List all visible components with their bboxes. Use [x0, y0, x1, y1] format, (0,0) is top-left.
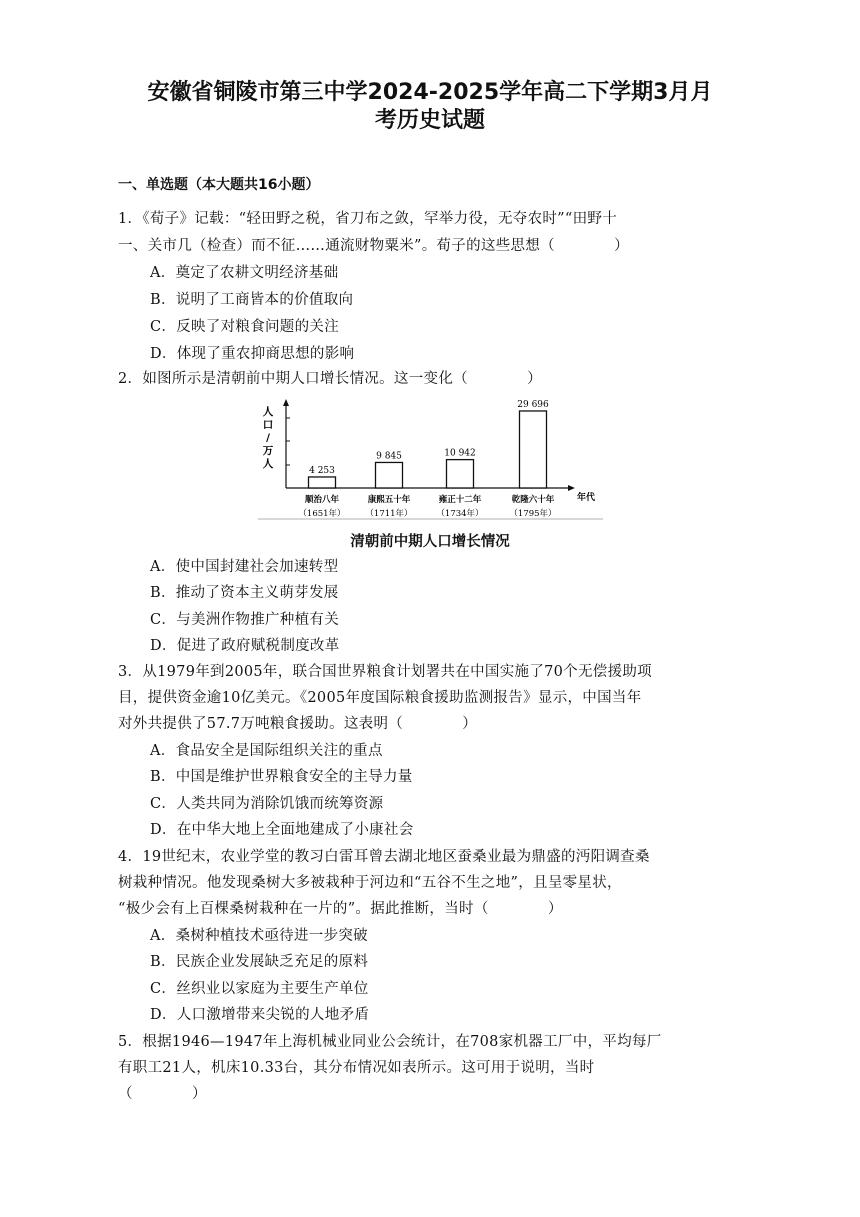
q4-option-a: A．桑树种植技术亟待进一步突破: [150, 928, 368, 944]
y-axis-label-char: 口: [262, 419, 274, 431]
y-axis-label-char: /: [266, 432, 270, 444]
q4-option-c: C．丝织业以家庭为主要生产单位: [150, 981, 369, 997]
bar: [520, 411, 547, 488]
population-bar-chart: [258, 395, 603, 523]
q3-option-d: D．在中华大地上全面地建成了小康社会: [150, 822, 414, 838]
bar-value-label: 4 253: [309, 465, 335, 476]
q4-stem-line-3: “极少会有上百棵桑树栽种在一片的”。据此推断，当时（ ）: [118, 901, 563, 917]
q1-option-d: D．体现了重农抑商思想的影响: [150, 346, 355, 362]
chart-title: 清朝前中期人口增长情况: [350, 533, 510, 550]
q5-stem-line-2: 有职工21人，机床10.33台，其分布情况如表所示。这可用于说明，当时: [118, 1060, 595, 1076]
q1-option-b: B．说明了工商皆本的价值取向: [150, 292, 354, 308]
category-label: 康熙五十年: [367, 495, 411, 505]
q1-option-c: C．反映了对粮食问题的关注: [150, 319, 339, 335]
q2-stem-line-1: 2．如图所示是清朝前中期人口增长情况。这一变化（ ）: [118, 371, 542, 387]
q4-option-b: B．民族企业发展缺乏充足的原料: [150, 954, 369, 970]
bar-value-label: 9 845: [376, 451, 402, 462]
category-label: 顺治八年: [304, 495, 340, 505]
category-label: 雍正十二年: [438, 495, 482, 505]
category-label: 乾隆六十年: [511, 495, 555, 505]
category-sublabel: （1795年）: [509, 509, 557, 519]
q1-option-a: A．奠定了农耕文明经济基础: [150, 265, 339, 281]
document-title-line-2: 考历史试题: [374, 108, 485, 133]
y-axis-arrow: [283, 399, 289, 406]
category-sublabel: （1711年）: [365, 509, 413, 519]
bar: [309, 477, 336, 488]
q3-option-c: C．人类共同为消除饥饿而统筹资源: [150, 796, 384, 812]
q4-stem-line-1: 4．19世纪末，农业学堂的教习白雷耳曾去湖北地区蚕桑业最为鼎盛的沔阳调查桑: [118, 849, 650, 865]
q1-stem-line-1: 1．《荀子》记载：“轻田野之税，省刀布之敛，罕举力役，无夺农时”“田野十: [118, 211, 618, 227]
q5-stem-line-3: （ ）: [118, 1086, 207, 1102]
bar-value-label: 10 942: [444, 448, 476, 459]
q1-stem-line-2: 一、关市几（检查）而不征……通流财物粟米”。荀子的这些思想（ ）: [118, 238, 629, 254]
bar: [376, 462, 403, 488]
q3-stem-line-3: 对外共提供了57.7万吨粮食援助。这表明（ ）: [118, 716, 478, 732]
q4-option-d: D．人口激增带来尖锐的人地矛盾: [150, 1007, 370, 1023]
q2-option-a: A．使中国封建社会加速转型: [150, 559, 339, 575]
section-heading: 一、单选题（本大题共16小题）: [118, 177, 320, 193]
q4-stem-line-2: 树栽种情况。他发现桑树大多被栽种于河边和“五谷不生之地”，且呈零星状，: [118, 875, 622, 891]
x-axis-label: 年代: [577, 493, 596, 503]
q3-option-a: A．食品安全是国际组织关注的重点: [150, 743, 383, 759]
y-axis-label-char: 人: [262, 406, 274, 418]
bar-value-label: 29 696: [517, 399, 549, 410]
q2-option-c: C．与美洲作物推广种植有关: [150, 612, 339, 628]
y-axis-label-char: 万: [262, 445, 274, 457]
document-title-line-1: 安徽省铜陵市第三中学2024-2025学年高二下学期3月月: [147, 80, 713, 105]
q3-option-b: B．中国是维护世界粮食安全的主导力量: [150, 769, 413, 785]
q3-stem-line-1: 3．从1979年到2005年，联合国世界粮食计划署共在中国实施了70个无偿援助项: [118, 664, 652, 680]
category-sublabel: （1734年）: [436, 509, 484, 519]
q2-option-b: B．推动了资本主义萌芽发展: [150, 585, 339, 601]
q3-stem-line-2: 目，提供资金逾10亿美元。《2005年度国际粮食援助监测报告》显示，中国当年: [118, 690, 642, 706]
q5-stem-line-1: 5．根据1946—1947年上海机械业同业公会统计，在708家机器工厂中，平均每厂: [118, 1034, 662, 1050]
q2-option-d: D．促进了政府赋税制度改革: [150, 638, 340, 654]
category-sublabel: （1651年）: [298, 509, 346, 519]
x-axis-arrow: [568, 485, 575, 491]
y-axis-label-char: 人: [262, 458, 274, 470]
bar: [447, 460, 474, 488]
